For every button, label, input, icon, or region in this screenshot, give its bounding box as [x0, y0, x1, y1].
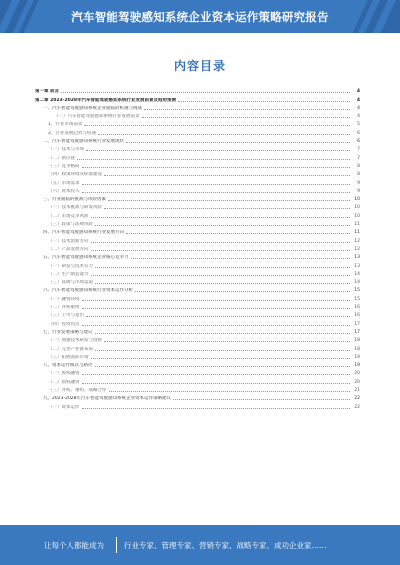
toc-leader-dots [109, 390, 351, 392]
toc-entry[interactable] [35, 335, 360, 343]
toc-entry-page: 22 [354, 396, 360, 402]
toc-entry[interactable] [35, 376, 360, 384]
toc-entry[interactable] [35, 393, 360, 401]
toc-entry[interactable] [35, 103, 360, 111]
toc-leader-dots [82, 382, 351, 384]
toc-leader-dots [95, 266, 350, 268]
toc-entry-page: 5 [357, 122, 360, 128]
toc-leader-dots [95, 282, 350, 284]
toc-entry-title: （一）技术与市场 [48, 147, 84, 153]
toc-entry-title: （一）研发与技术实力 [48, 263, 93, 269]
toc-entry-title: （二）生产制造能力 [48, 271, 89, 277]
toc-entry[interactable] [35, 318, 360, 326]
toc-entry-page: 16 [354, 313, 360, 319]
toc-entry-title: 七、行业发展策略与建议 [43, 329, 93, 335]
report-title: 汽车智能驾驶感知系统企业资本运作策略研究报告 [71, 10, 329, 24]
toc-entry-page: 12 [354, 238, 360, 244]
toc-entry-title: （一）技术创新方向 [48, 238, 89, 244]
toc-leader-dots [126, 141, 350, 143]
toc-leader-dots [86, 315, 350, 317]
toc-entry-page: 18 [354, 346, 360, 352]
toc-entry-page: 10 [354, 197, 360, 203]
toc-leader-dots [104, 207, 350, 209]
toc-entry-page: 12 [354, 246, 360, 252]
toc-leader-dots [82, 191, 351, 193]
toc-entry-page: 6 [357, 130, 360, 136]
toc-leader-dots [95, 365, 351, 367]
toc-entry-page: 15 [354, 296, 360, 302]
toc-entry-title: （一）资本运作 [48, 404, 80, 410]
toc-entry[interactable] [35, 219, 360, 227]
footer-divider [116, 537, 117, 553]
toc-entry-page: 21 [354, 387, 360, 393]
toc-entry[interactable] [35, 401, 360, 409]
toc-leader-dots [126, 232, 350, 234]
toc-leader-dots [61, 91, 350, 93]
toc-entry-page: 19 [354, 363, 360, 369]
toc-leader-dots [82, 373, 351, 375]
toc-leader-dots [84, 124, 350, 126]
toc-entry-title: （五）市场需求 [48, 180, 80, 186]
toc-leader-dots [95, 332, 351, 334]
toc-entry-page: 7 [357, 155, 360, 161]
toc-entry-page: 16 [354, 305, 360, 311]
toc-entry-page: 13 [354, 255, 360, 261]
toc-entry-title: （一）汽车智能驾驶感知系统行业发展前景 [54, 114, 140, 120]
toc-heading: 内容目录 [173, 59, 226, 73]
toc-entry[interactable] [35, 368, 360, 376]
toc-entry-page: 4 [356, 89, 360, 95]
toc-entry-page: 14 [354, 271, 360, 277]
toc-entry-page: 9 [357, 188, 360, 194]
toc-entry[interactable] [35, 235, 360, 243]
toc-entry-title: （二）债权融资 [48, 379, 80, 385]
toc-entry-title: （三）并购、重组、战略合作 [48, 387, 107, 393]
toc-entry-page: 9 [357, 180, 360, 186]
toc-leader-dots [95, 224, 350, 226]
toc-leader-dots [82, 299, 351, 301]
toc-entry-title: （二）产品发展方向 [48, 246, 89, 252]
toc-leader-dots [82, 407, 351, 409]
toc-entry[interactable] [35, 127, 360, 135]
toc-entry-title: 三、行业面临的挑战与风险因素 [43, 197, 106, 203]
toc-leader-dots [98, 133, 350, 135]
toc-entry-page: 13 [354, 263, 360, 269]
toc-entry-title: （一）融资环境 [48, 296, 80, 302]
toc-entry-page: 11 [354, 222, 360, 228]
toc-entry-title: （一）加强技术研发与创新 [48, 338, 102, 344]
toc-leader-dots [104, 340, 350, 342]
toc-entry-title: 第二章 2023-2028年汽车智能驾驶感知系统行业发展前景及趋势预测 [35, 97, 176, 103]
toc-leader-dots [91, 249, 351, 251]
toc-leader-dots [91, 274, 351, 276]
toc-entry-page: 19 [354, 354, 360, 360]
toc-entry[interactable] [35, 260, 360, 268]
toc-entry[interactable] [35, 194, 360, 202]
toc-entry-page: 10 [354, 205, 360, 211]
toc-entry-page: 14 [354, 280, 360, 286]
toc-entry-page: 6 [357, 139, 360, 145]
table-of-contents [35, 86, 360, 410]
toc-entry[interactable] [35, 169, 360, 177]
toc-entry-title: （二）供应链 [48, 155, 75, 161]
footer-roles: 行业专家、管理专家、营销专家、战略专家、成功企业家…… [124, 541, 327, 550]
toc-entry-title: 六、汽车智能驾驶感知系统行业资本运作分析 [43, 288, 133, 294]
toc-leader-dots [77, 158, 350, 160]
report-header-bar [0, 0, 400, 33]
toc-entry-page: 18 [354, 338, 360, 344]
toc-leader-dots [135, 290, 350, 292]
toc-leader-dots [82, 183, 351, 185]
toc-entry-page: 10 [354, 213, 360, 219]
toc-entry-page: 15 [354, 288, 360, 294]
toc-entry[interactable] [35, 343, 360, 351]
toc-entry-title: （四）政策环境及标准建设 [48, 172, 102, 178]
toc-leader-dots [91, 241, 351, 243]
toc-entry-page: 20 [354, 379, 360, 385]
toc-entry-title: （二）市场竞争风险 [48, 213, 89, 219]
toc-leader-dots [142, 116, 351, 118]
toc-entry[interactable] [35, 119, 360, 127]
toc-entry-page: 8 [357, 172, 360, 178]
toc-entry[interactable] [35, 293, 360, 301]
toc-entry[interactable] [35, 227, 360, 235]
toc-entry[interactable] [35, 152, 360, 160]
toc-entry-page: 7 [357, 147, 360, 153]
toc-entry[interactable] [35, 310, 360, 318]
toc-entry-title: 八、资本运作模式与路径 [43, 363, 93, 369]
toc-leader-dots [86, 149, 350, 151]
toc-leader-dots [131, 257, 351, 259]
toc-leader-dots [108, 199, 350, 201]
toc-entry[interactable] [35, 327, 360, 335]
toc-entry[interactable] [35, 111, 360, 119]
toc-entry[interactable] [35, 385, 360, 393]
toc-entry[interactable] [35, 94, 360, 102]
toc-entry[interactable] [35, 86, 360, 94]
toc-leader-dots [104, 174, 350, 176]
toc-entry-title: （一）技术挑战与研发风险 [48, 205, 102, 211]
toc-entry-page: 4 [356, 97, 360, 103]
toc-entry-title: （三）政策与法规风险 [48, 222, 93, 228]
toc-entry-title: （三）拓展国际市场 [48, 354, 89, 360]
toc-entry[interactable] [35, 352, 360, 360]
toc-leader-dots [173, 398, 350, 400]
toc-entry-title: （三）上市与退出 [48, 313, 84, 319]
toc-leader-dots [144, 108, 350, 110]
toc-entry[interactable] [35, 269, 360, 277]
toc-entry-page: 22 [354, 404, 360, 410]
footer-slogan: 让每个人都能成为 [44, 541, 104, 550]
toc-entry-title: （二）并购重组 [48, 305, 80, 311]
toc-entry[interactable] [35, 277, 360, 285]
toc-leader-dots [82, 324, 351, 326]
toc-entry[interactable] [35, 144, 360, 152]
toc-leader-dots [91, 216, 351, 218]
toc-entry-title: （三）品牌与市场渠道 [48, 280, 93, 286]
toc-entry-page: 17 [354, 329, 360, 335]
toc-entry-title: （一）股权融资 [48, 371, 80, 377]
toc-entry[interactable] [35, 244, 360, 252]
toc-entry[interactable] [35, 360, 360, 368]
toc-entry[interactable] [35, 252, 360, 260]
toc-entry-page: 4 [357, 114, 360, 120]
toc-entry[interactable] [35, 202, 360, 210]
toc-entry-title: 九、2023-2028年汽车智能驾驶感知系统企业资本运作策略建议 [43, 396, 172, 402]
toc-entry-title: 一、汽车智能驾驶感知系统企业面临的机遇与挑战 [43, 105, 142, 111]
toc-entry[interactable] [35, 285, 360, 293]
toc-entry-title: 五、汽车智能驾驶感知系统企业核心竞争力 [43, 255, 129, 261]
toc-entry-page: 20 [354, 371, 360, 377]
toc-entry[interactable] [35, 302, 360, 310]
toc-entry-title: （二）完善产业链布局 [48, 346, 93, 352]
toc-entry-title: 2、行业发展趋势与机遇 [48, 130, 96, 136]
toc-entry[interactable] [35, 161, 360, 169]
toc-entry[interactable] [35, 177, 360, 185]
toc-entry-title: 四、汽车智能驾驶感知系统行业发展方向 [43, 230, 124, 236]
toc-leader-dots [82, 307, 351, 309]
toc-entry[interactable] [35, 210, 360, 218]
toc-leader-dots [82, 166, 351, 168]
toc-leader-dots [91, 357, 351, 359]
toc-entry-page: 17 [354, 321, 360, 327]
footer-bar [0, 525, 400, 565]
toc-entry[interactable] [35, 186, 360, 194]
toc-entry-title: 二、汽车智能驾驶感知系统行业发展现状 [43, 139, 124, 145]
toc-leader-dots [95, 349, 350, 351]
toc-entry-page: 4 [357, 105, 360, 111]
toc-entry[interactable] [35, 136, 360, 144]
toc-entry-page: 11 [354, 230, 360, 236]
toc-entry-title: （四）投资热点 [48, 321, 80, 327]
toc-entry-page: 8 [357, 163, 360, 169]
toc-entry-title: 1、行业市场前景 [48, 122, 83, 128]
toc-entry-title: （六）资本投入 [48, 188, 80, 194]
toc-entry-title: （三）竞争格局 [48, 163, 80, 169]
toc-entry-title: 第一章 前言 [35, 89, 60, 95]
toc-leader-dots [178, 100, 350, 102]
